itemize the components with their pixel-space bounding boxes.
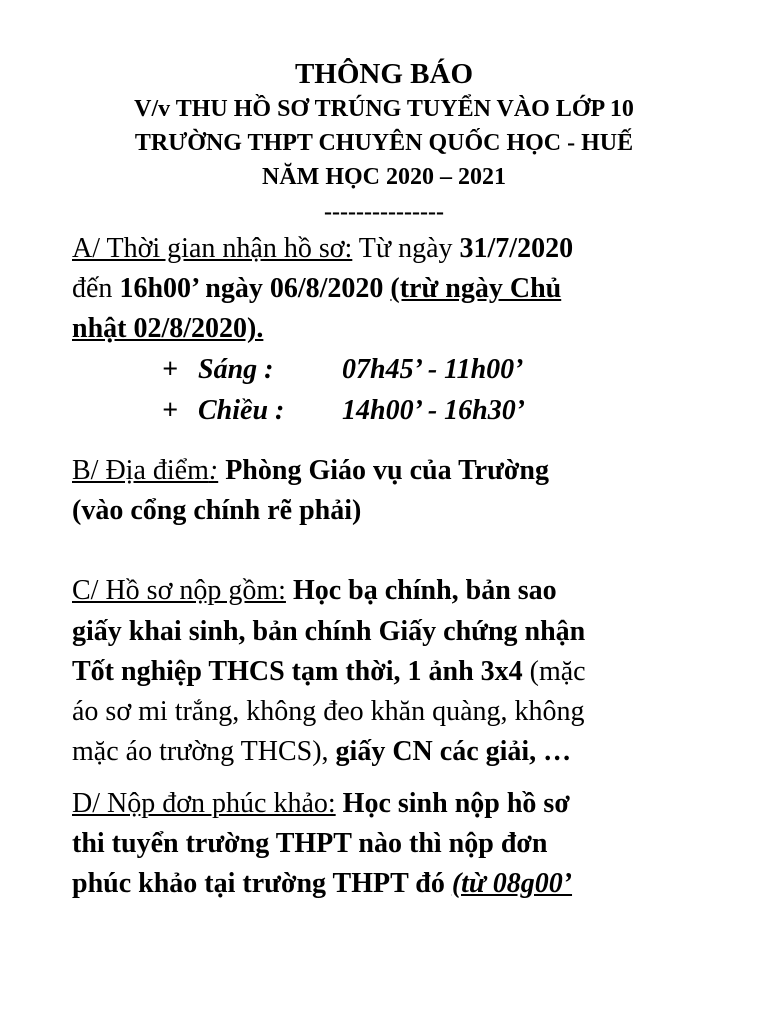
section-c-note-start: (mặc	[522, 656, 586, 687]
section-d-line-1	[72, 784, 570, 824]
section-c-line-2: giấy khai sinh, bản chính Giấy chứng nhận	[72, 616, 586, 647]
section-a-from: Từ ngày	[352, 233, 460, 264]
afternoon-bullet: +	[162, 395, 178, 426]
section-c-note-end: mặc áo trường THCS),	[72, 736, 336, 767]
section-a-end-time: 16h00’ ngày 06/8/2020	[119, 273, 384, 304]
afternoon-time: 14h00’ - 16h30’	[342, 395, 526, 426]
section-d-line-2: thi tuyển trường THPT nào thì nộp đơn	[72, 828, 548, 859]
section-a-label: A/ Thời gian nhận hồ sơ:	[72, 233, 353, 264]
section-c-items-1: Học bạ chính, bản sao	[285, 575, 557, 606]
section-c-awards: giấy CN các giải, …	[335, 736, 572, 767]
notice-subject: V/v THU HỒ SƠ TRÚNG TUYỂN VÀO LỚP 10	[134, 96, 634, 122]
section-b-line-1	[72, 451, 549, 491]
section-c-line-4: áo sơ mi trắng, không đeo khăn quàng, không	[72, 696, 585, 727]
school-name: TRƯỜNG THPT CHUYÊN QUỐC HỌC - HUẾ	[134, 130, 634, 156]
section-a-line-2	[72, 269, 561, 309]
section-c-line-5	[72, 732, 571, 772]
section-a-line-3	[72, 309, 263, 349]
section-d-line-3	[72, 864, 572, 904]
section-b-line-2: (vào cổng chính rẽ phải)	[72, 495, 362, 526]
section-b-colon: :	[208, 455, 219, 486]
section-c-items-3: Tốt nghiệp THCS tạm thời, 1 ảnh 3x4	[72, 656, 523, 687]
morning-time: 07h45’ - 11h00’	[342, 354, 524, 385]
section-a-start-date: 31/7/2020	[459, 233, 574, 264]
notice-title: THÔNG BÁO	[294, 58, 474, 90]
section-d-text-1: Học sinh nộp hồ sơ	[335, 788, 570, 819]
morning-label: Sáng :	[198, 354, 274, 385]
section-c-line-1	[72, 571, 557, 611]
section-b-place: Phòng Giáo vụ của Trường	[218, 455, 549, 486]
section-c-label: C/ Hồ sơ nộp gồm:	[72, 575, 286, 606]
school-year: NĂM HỌC 2020 – 2021	[262, 164, 506, 190]
section-a-exception-1: (trừ ngày Chủ	[390, 273, 562, 304]
morning-bullet: +	[162, 354, 178, 385]
section-c-line-3	[72, 652, 586, 692]
header-divider: ---------------	[324, 199, 444, 225]
section-d-text-3: phúc khảo tại trường THPT đó	[72, 868, 452, 899]
section-b-label: B/ Địa điểm	[72, 455, 209, 486]
section-a-to: đến	[72, 273, 120, 304]
afternoon-label: Chiều :	[198, 395, 285, 426]
section-a-line-1	[72, 229, 573, 269]
section-d-label: D/ Nộp đơn phúc khảo:	[72, 788, 336, 819]
section-d-time-start: (từ 08g00’	[451, 868, 573, 899]
section-a-exception-2: nhật 02/8/2020).	[72, 313, 264, 344]
